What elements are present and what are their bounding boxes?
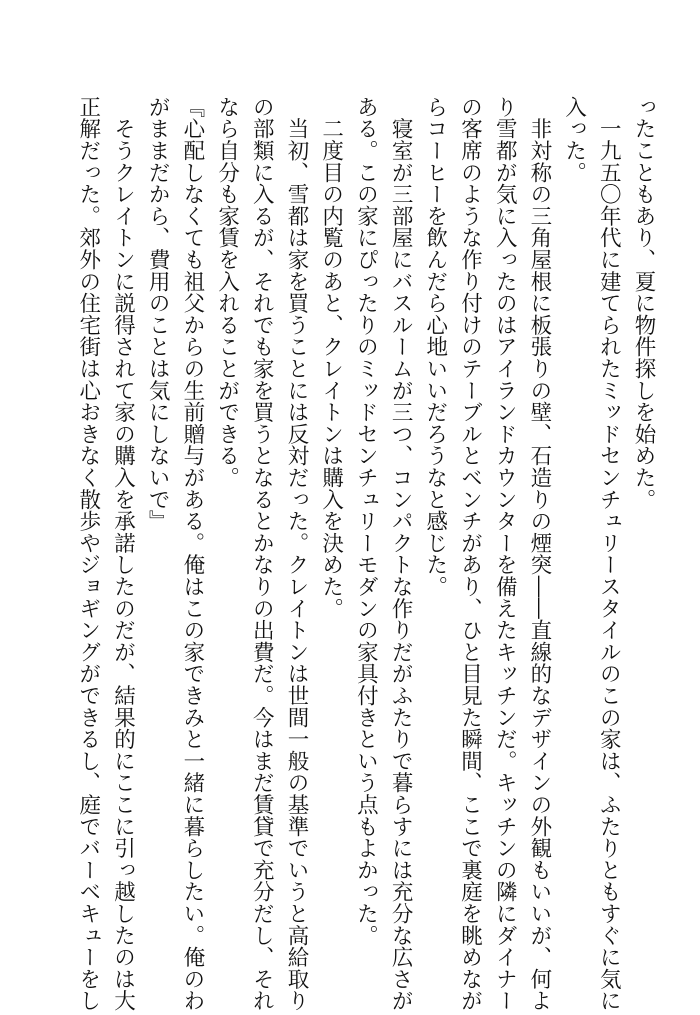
text-line: らコーヒーを飲んだら心地いいだろうなと感じた。 (422, 96, 448, 598)
vertical-text-block (70, 96, 660, 1012)
text-line: 非対称の三角屋根に板張りの壁、石造りの煙突――直線的なデザインの外観もいいが、何よ (526, 96, 552, 1012)
text-line: ったこともあり、夏に物件探しを始めた。 (631, 96, 656, 511)
text-line: がままだから、費用のことは気にしないで』 (145, 96, 171, 532)
text-line: ある。この家にぴったりのミッドセンチュリーモダンの家具付きという点もよかった。 (353, 96, 379, 947)
text-line: 『心配しなくても祖父からの生前贈与がある。俺はこの家できみと一緒に暮らしたい。俺のわ (179, 96, 205, 1012)
text-line: 入った。 (561, 96, 587, 184)
text-line: 当初、雪都は家を買うことには反対だった。クレイトンは世間一般の基準でいうと高給取り (283, 96, 309, 1012)
text-line: なら自分も家賃を入れることができる。 (214, 96, 240, 489)
text-line: り雪都が気に入ったのはアイランドカウンターを備えたキッチンだ。キッチンの隣にダイナー (492, 96, 518, 1012)
text-line: 正解だった。郊外の住宅街は心おきなく散歩やジョギングができるし、庭でバーベキューをし (75, 96, 101, 1012)
text-line: 二度目の内覧のあと、クレイトンは購入を決めた。 (318, 96, 344, 620)
text-line: 一九五〇年代に建てられたミッドセンチュリースタイルのこの家は、ふたりともすぐに気に (596, 96, 622, 1012)
text-line: の客席のような作り付けのテーブルとベンチがあり、ひと目見た瞬間、ここで裏庭を眺めなが (457, 96, 483, 1012)
text-line: 寝室が三部屋にバスルームが三つ、コンパクトな作りだがふたりで暮らすには充分な広さが (388, 96, 414, 1012)
text-line: そうクレイトンに説得されて家の購入を承諾したのだが、結果的にここに引っ越したのは大 (110, 96, 136, 1012)
text-line: の部類に入るが、それでも家を買うとなるとかなりの出費だ。今はまだ賃貸で充分だし、それ (249, 96, 275, 1012)
